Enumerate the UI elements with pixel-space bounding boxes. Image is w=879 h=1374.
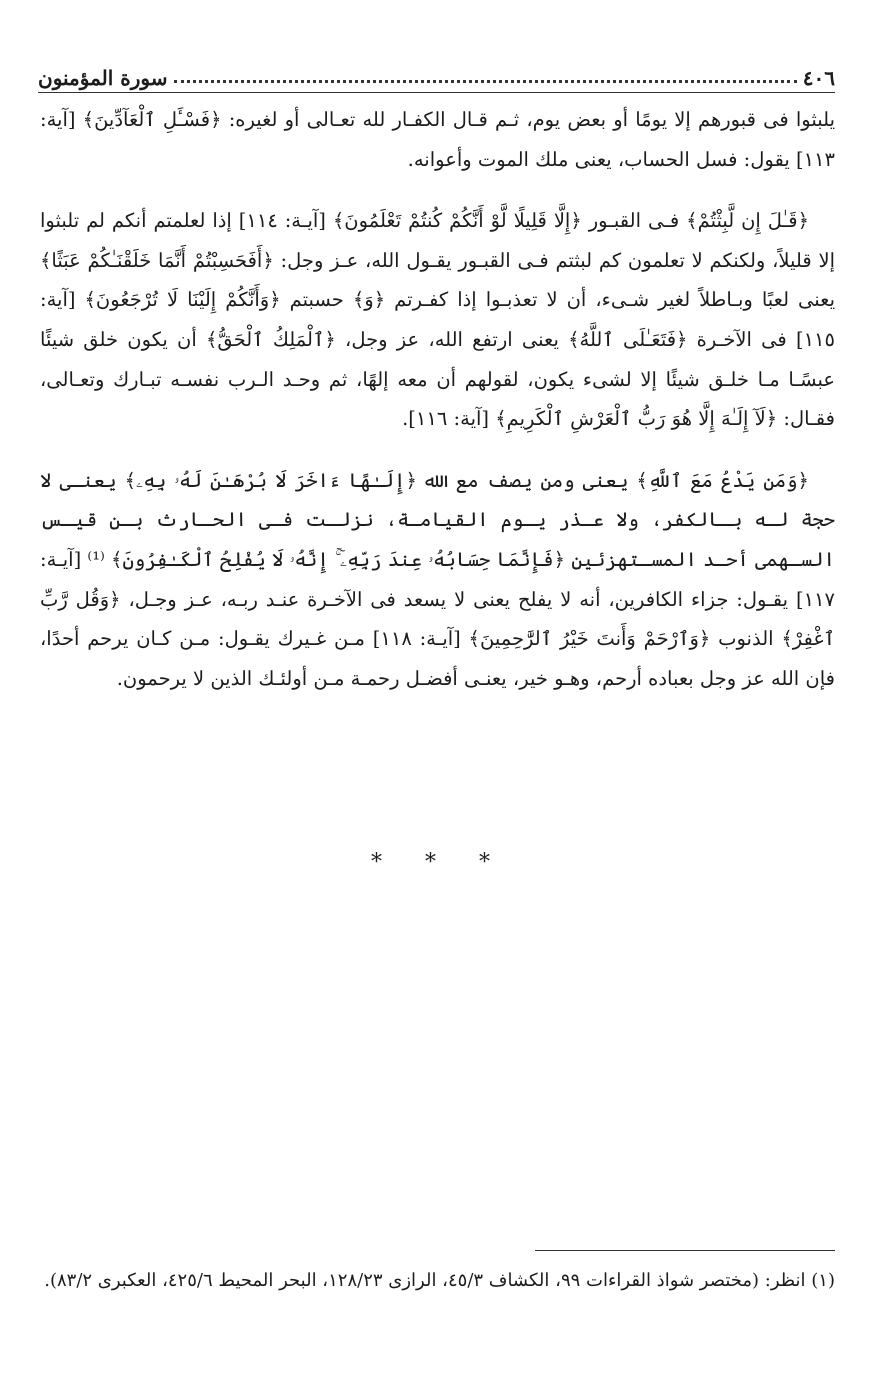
surah-title: سورة المؤمنون xyxy=(38,66,168,90)
paragraph-1: يلبثوا فى قبورهم إلا يومًا أو بعض يوم، ثـم قـال الكفـار لله تعـالى أو لغيره: ﴿فَسْـَٔلِ ٱلْعَآدِّينَ﴾ [آية: ١١٣] يقول: فسل الحساب، يعنى ملك الموت وأعوانه. xyxy=(40,108,835,171)
paragraph-3: ﴿وَمَن يَدْعُ مَعَ ٱللَّهِ﴾ يعنى ومن يصف مع الله ﴿إِلَـٰهًا ءَاخَرَ لَا بُرْهَـٰنَ لَهُۥ بِهِۦ﴾ يعنـى لا حجة لـه بـالكفر، ولا عـذر يـوم القيامـة، نزلـت فـى الحـارث بـن قيـس السـهمى أحـد المسـتهزئين ﴿فَإِنَّمَا حِسَابُهُۥ عِندَ رَبِّهِۦٓ ۚ إِنَّهُۥ لَا يُفْلِحُ ٱلْكَـٰفِرُونَ﴾ ⁽¹⁾ [آيـة: ١١٧] يقـول: جزاء الكافرين، أنه لا يفلح يعنى لا يسعد فى الآخـرة عنـد ربـه، عـز وجـل، ﴿وَقُل رَّبِّ ٱغْفِرْ﴾ الذنوب ﴿وَٱرْحَمْ وَأَنتَ خَيْرُ ٱلرَّٰحِمِينَ﴾ [آيـة: ١١٨] مـن غـيرك يقـول: مـن كـان يرحم أحدًا، فإن الله عز وجل بعباده أرحم، وهـو خير، يعنـى أفضـل رحمـة مـن أولئـك الذين لا يرحمون. xyxy=(40,468,835,690)
header-divider xyxy=(38,92,835,93)
footnote-divider xyxy=(535,1250,835,1251)
paragraph-2: ﴿قَـٰلَ إِن لَّبِثْتُمْ﴾ فـى القبـور ﴿إِلَّا قَلِيلًا لَّوْ أَنَّكُمْ كُنتُمْ تَعْلَمُونَ﴾ [آيـة: ١١٤] إذا لعلمتم أنكم لم تلبثوا إلا قليلاً، ولكنكم لا تعلمون كم لبثتم فـى القبـور يقـول الله، عـز وجل: ﴿أَفَحَسِبْتُمْ أَنَّمَا خَلَقْنَـٰكُمْ عَبَثًا﴾ يعنى لعبًا وبـاطلاً لغير شـىء، أن لا تعذبـوا إذا كفـرتم ﴿وَ﴾ حسبتم ﴿وَأَنَّكُمْ إِلَيْنَا لَا تُرْجَعُونَ﴾ [آية: ١١٥] فى الآخـرة ﴿فَتَعَـٰلَى ٱللَّهُ﴾ يعنى ارتفع الله، عز وجل، ﴿ٱلْمَلِكُ ٱلْحَقُّ﴾ أن يكون خلق شيئًا عبسًـا مـا خلـق شيئًا إلا لشىء يكون، لقولهم أن معه إلهًا، ثم وحـد الـرب نفسـه تبـارك وتعـالى، فقـال: ﴿لَآ إِلَـٰهَ إِلَّا هُوَ رَبُّ ٱلْعَرْشِ ٱلْكَرِيمِ﴾ [آية: ١١٦]. xyxy=(40,209,835,431)
footnote: (١) انظر: (مختصر شواذ القراءات ٩٩، الكشاف ٤٥/٣، الرازى ١٢٨/٢٣، البحر المحيط ٤٢٥/٦، العكبرى ٨٣/٢). xyxy=(44,1270,835,1291)
page-number: ٤٠٦ xyxy=(802,66,835,90)
tafsir-body xyxy=(40,100,835,698)
page-header xyxy=(38,56,835,90)
header-leader-dots xyxy=(174,80,797,83)
section-separator: * * * xyxy=(371,850,508,875)
